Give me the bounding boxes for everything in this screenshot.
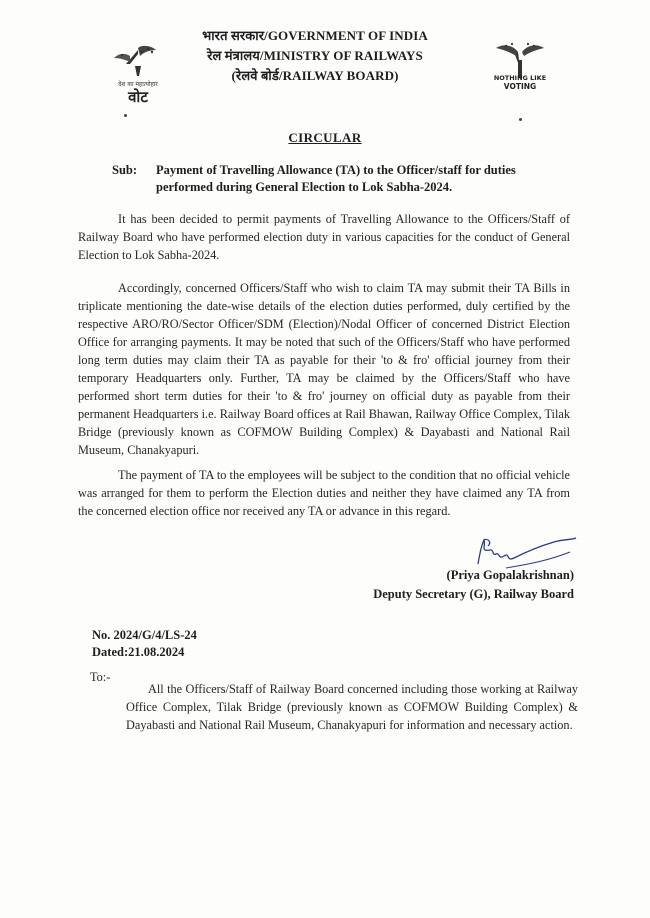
body-paragraph-2: Accordingly, concerned Officers/Staff who wish to claim TA may submit their TA Bills in triplicate mentioning the date-wise details of the election duties performed, duly certified by the respective ARO/RO/Sector Officer/SDM (Election)/Nodal Officer of concerned District Election Office for arranging payments. It may be noted that such of the Officers/Staff who have performed long term duties may claim their TA as payable for their 'to & fro' official journey from their temporary Headquarters only. Further, TA may be claimed by the Officers/Staff who have performed short term duties for their 'to & fro' journey on official duty as payable from their permanent Headquarters i.e. Railway Board offices at Rail Bhawan, Railway Office Complex, Tilak Bridge (previously known as COFMOW Building Complex) & Dayabasti and National Rail Museum, Chanakyapuri. <box>78 281 570 457</box>
letterhead-ministry: रेल मंत्रालय/MINISTRY OF RAILWAYS <box>207 48 423 63</box>
signatory-designation: Deputy Secretary (G), Railway Board <box>373 587 574 601</box>
body-paragraph-1: It has been decided to permit payments of Travelling Allowance to the Officers/Staff of Railway Board who have performed election duty in various capacities for the conduct of General Election to Lok Sabha-2024. <box>78 212 570 262</box>
svg-text:वोट: वोट <box>128 88 148 106</box>
election-vote-logo-icon <box>108 42 168 110</box>
letterhead <box>180 26 450 86</box>
reference-date: Dated:21.08.2024 <box>92 645 185 659</box>
svg-text:देश का महात्योहार: देश का महात्योहार <box>118 81 158 88</box>
reference-number: No. 2024/G/4/LS-24 <box>92 628 197 642</box>
svg-text:VOTING: VOTING <box>503 82 537 91</box>
subject-block <box>112 162 572 196</box>
signatory-block <box>330 566 574 604</box>
logo-dot <box>124 114 127 117</box>
letterhead-government: भारत सरकार/GOVERNMENT OF INDIA <box>202 28 428 43</box>
subject-text: Payment of Travelling Allowance (TA) to the Officer/staff for duties performed during General Election to Lok Sabha-2024. <box>156 163 516 194</box>
addressee-label: To:- <box>90 670 111 684</box>
document-title: CIRCULAR <box>288 130 362 145</box>
svg-text:NOTHING LIKE: NOTHING LIKE <box>493 74 547 82</box>
logo-dot <box>519 118 522 121</box>
letterhead-board: (रेलवे बोर्ड/RAILWAY BOARD) <box>231 68 399 83</box>
subject-label: Sub: <box>112 163 138 177</box>
nothing-like-voting-logo-icon <box>488 38 552 112</box>
reference-block <box>92 627 197 661</box>
body-paragraph-3: The payment of TA to the employees will be subject to the condition that no official vehicle was arranged for them to perform the Election duties and neither they have claimed any TA from the concerned election office nor received any TA or advance in this regard. <box>78 468 570 518</box>
addressee-text: All the Officers/Staff of Railway Board concerned including those working at Railway Office Complex, Tilak Bridge (previously known as COFMOW Building Complex) & Dayabasti and National Rail Museum, Chanakyapuri for information and necessary action. <box>126 682 578 732</box>
signatory-name: (Priya Gopalakrishnan) <box>446 568 574 582</box>
